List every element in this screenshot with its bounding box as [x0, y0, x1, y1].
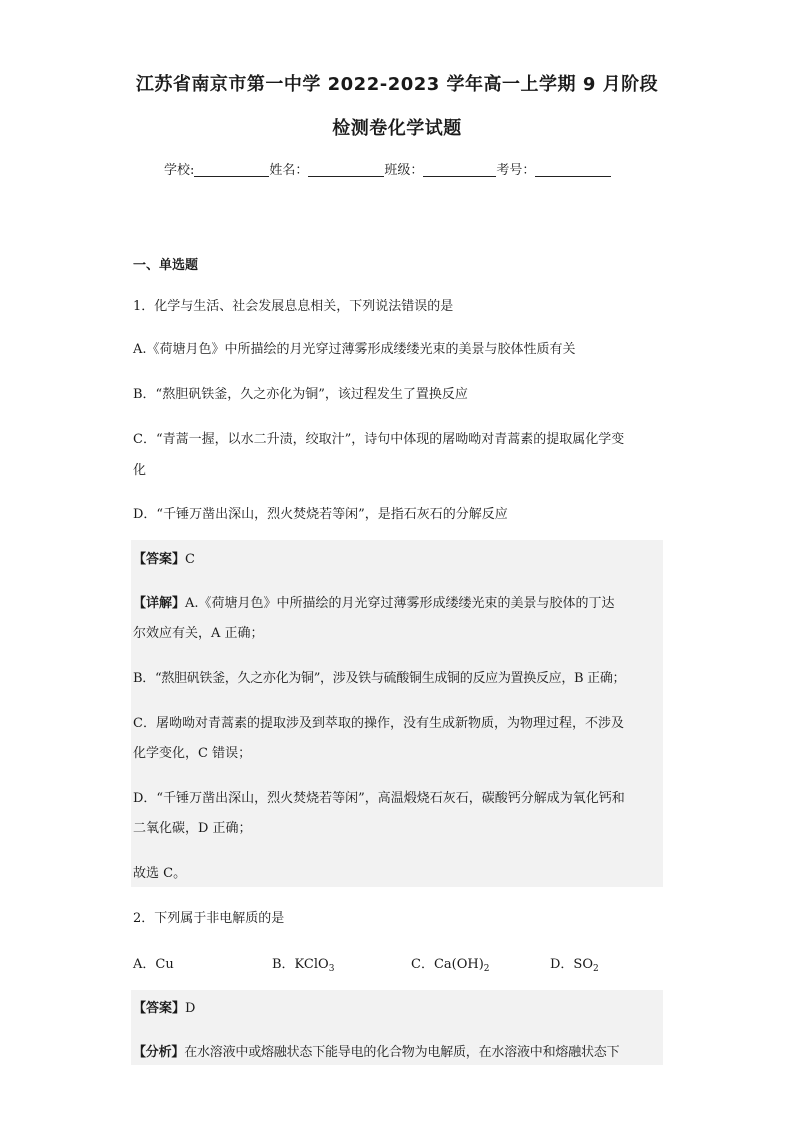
q1-detail-line6: D．“千锤万凿出深山，烈火焚烧若等闲”，高温煅烧石灰石，碳酸钙分解成为氧化钙和 — [133, 791, 625, 806]
q1-detail-line8: 故选 C。 — [133, 866, 187, 881]
q2-analysis-label: 【分析】 — [133, 1045, 185, 1060]
q2-option-c-sub: 2 — [483, 964, 490, 974]
school-label: 学校: — [164, 163, 195, 178]
q1-stem: 1．化学与生活、社会发展息息相关，下列说法错误的是 — [133, 299, 454, 314]
q2-option-a: A．Cu — [133, 957, 174, 972]
q1-detail-line5: 化学变化，C 错误； — [133, 746, 252, 761]
q1-option-d: D．“千锤万凿出深山，烈火焚烧若等闲”，是指石灰石的分解反应 — [133, 507, 508, 522]
q2-option-b-text: B．KClO — [272, 957, 329, 972]
document-title-line2: 检测卷化学试题 — [332, 118, 462, 139]
q1-detail-line3: B．“熬胆矾铁釜，久之亦化为铜”，涉及铁与硫酸铜生成铜的反应为置换反应，B 正确； — [133, 671, 626, 686]
q1-detail-text1: A.《荷塘月色》中所描绘的月光穿过薄雾形成缕缕光束的美景与胶体的丁达 — [185, 596, 615, 611]
name-label: 姓名： — [269, 163, 309, 178]
q1-detail-line2: 尔效应有关，A 正确； — [133, 626, 264, 641]
q1-option-c-line2: 化 — [133, 463, 147, 478]
q1-detail-line1 — [133, 592, 615, 611]
q1-option-b: B．“熬胆矾铁釜，久之亦化为铜”，该过程发生了置换反应 — [133, 387, 468, 402]
q2-option-c — [411, 953, 490, 974]
number-label: 考号： — [496, 163, 536, 178]
q2-answer-value: D — [185, 1001, 196, 1016]
name-blank[interactable] — [308, 162, 384, 177]
q2-analysis-line1 — [133, 1041, 619, 1060]
q1-answer-value: C — [185, 552, 195, 567]
school-blank[interactable] — [194, 162, 269, 177]
q2-answer — [133, 997, 195, 1016]
q2-option-d-text: D．SO — [550, 957, 593, 972]
student-info-row — [164, 159, 611, 178]
q1-detail-label: 【详解】 — [133, 596, 186, 611]
q2-option-d-sub: 2 — [593, 964, 599, 974]
class-blank[interactable] — [423, 162, 496, 177]
q2-option-c-text: C．Ca(OH) — [411, 957, 484, 972]
q1-detail-line4: C．屠呦呦对青蒿素的提取涉及到萃取的操作，没有生成新物质，为物理过程，不涉及 — [133, 716, 624, 731]
q2-option-d — [550, 953, 599, 974]
q2-stem: 2．下列属于非电解质的是 — [133, 911, 285, 926]
section-heading: 一、单选题 — [133, 258, 199, 273]
number-blank[interactable] — [535, 162, 611, 177]
q2-answer-label: 【答案】 — [133, 1001, 186, 1016]
q2-option-b — [272, 953, 334, 974]
q1-detail-line7: 二氧化碳，D 正确； — [133, 821, 252, 836]
q1-answer — [133, 548, 195, 567]
q1-option-c-line1: C．“青蒿一握，以水二升渍，绞取汁”，诗句中体现的屠呦呦对青蒿素的提取属化学变 — [133, 432, 625, 447]
q2-analysis-text1: 在水溶液中或熔融状态下能导电的化合物为电解质，在水溶液中和熔融状态下 — [184, 1045, 620, 1060]
class-label: 班级： — [384, 163, 424, 178]
q2-option-b-sub: 3 — [328, 964, 335, 974]
document-title-line1: 江苏省南京市第一中学 2022-2023 学年高一上学期 9 月阶段 — [135, 74, 659, 95]
q1-answer-label: 【答案】 — [133, 552, 186, 567]
q1-option-a: A.《荷塘月色》中所描绘的月光穿过薄雾形成缕缕光束的美景与胶体性质有关 — [133, 342, 576, 357]
